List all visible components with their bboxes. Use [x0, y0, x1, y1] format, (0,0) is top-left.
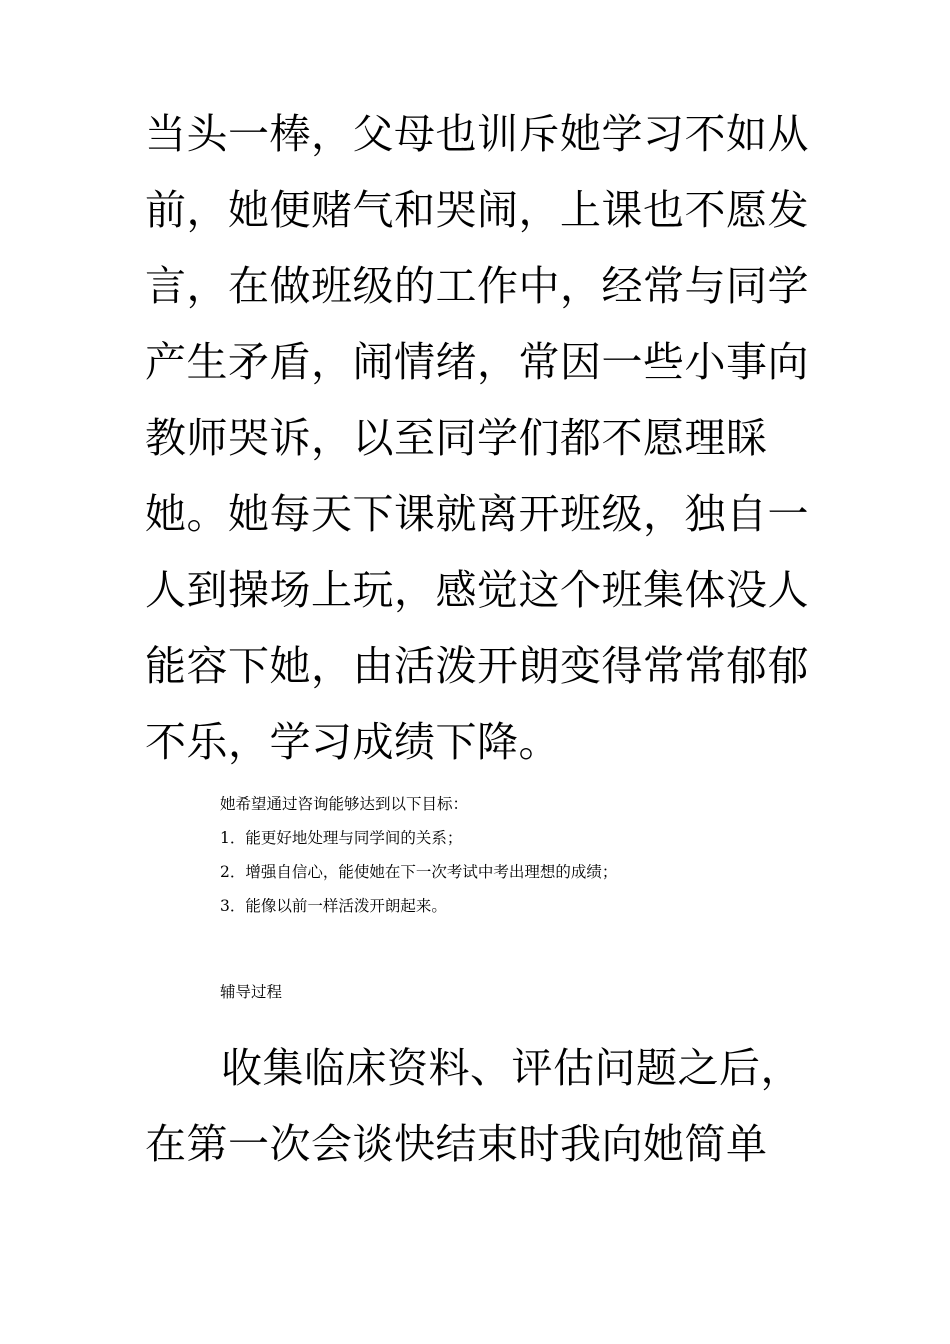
body-paragraph	[145, 1030, 815, 1182]
paragraph-line: 人到操场上玩，感觉这个班集体没人	[145, 566, 809, 614]
goals-intro: 她希望通过咨询能够达到以下目标：	[220, 795, 469, 813]
paragraph-line: 能容下她，由活泼开朗变得常常郁郁	[145, 642, 809, 690]
paragraph-line: 产生矛盾，闹情绪，常因一些小事向	[145, 338, 809, 386]
goals-list	[220, 787, 617, 923]
body-paragraph	[145, 96, 815, 780]
goal-item: 3．能像以前一样活泼开朗起来。	[220, 897, 447, 915]
paragraph-line: 言，在做班级的工作中，经常与同学	[145, 262, 809, 310]
paragraph-line: 收集临床资料、评估问题之后，	[221, 1044, 802, 1092]
paragraph-line: 在第一次会谈快结束时我向她简单	[145, 1120, 768, 1168]
goal-item: 2．增强自信心，能使她在下一次考试中考出理想的成绩；	[220, 863, 618, 881]
paragraph-line: 不乐，学习成绩下降。	[145, 718, 560, 766]
paragraph-line: 前，她便赌气和哭闹，上课也不愿发	[145, 186, 809, 234]
paragraph-line: 教师哭诉，以至同学们都不愿理睬	[145, 414, 768, 462]
paragraph-line: 当头一棒，父母也训斥她学习不如从	[145, 110, 809, 158]
section-heading: 辅导过程	[220, 983, 283, 1001]
goal-item: 1．能更好地处理与同学间的关系；	[220, 829, 463, 847]
paragraph-line: 她。她每天下课就离开班级，独自一	[145, 490, 809, 538]
